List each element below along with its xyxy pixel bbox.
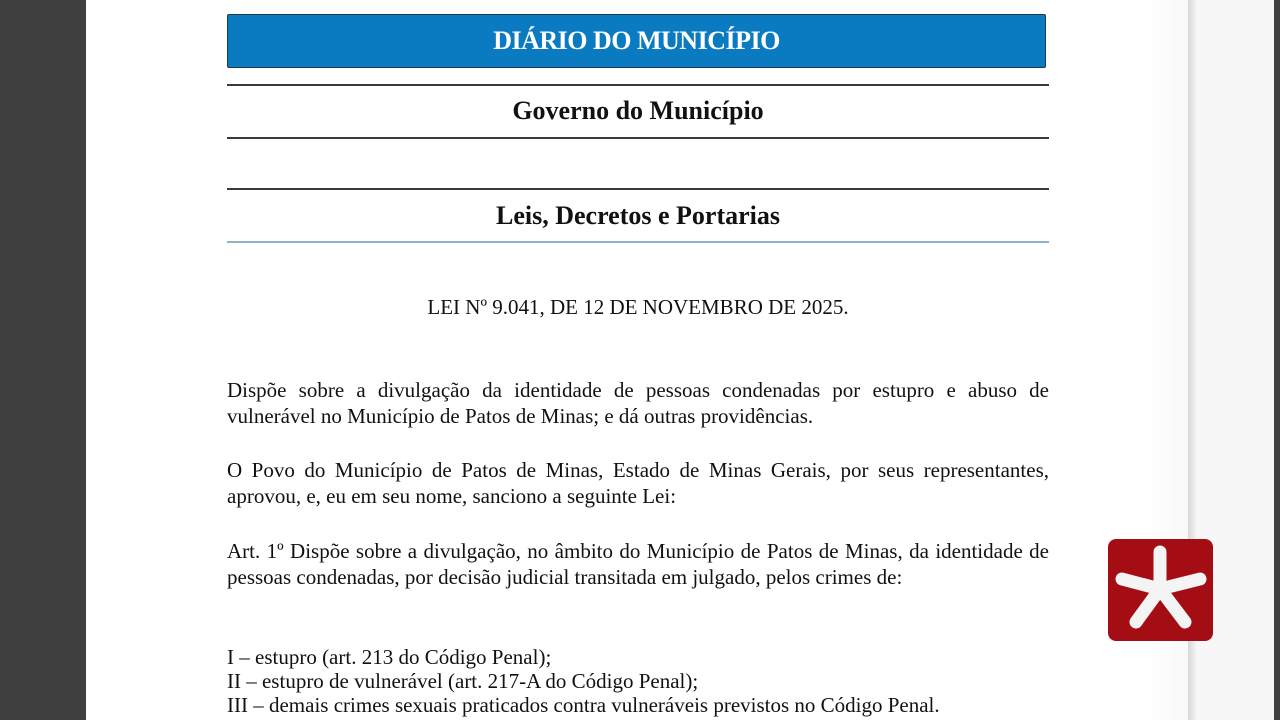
section-title-government: Governo do Município [512, 96, 764, 125]
list-item: I – estupro (art. 213 do Código Penal); [227, 645, 552, 669]
article-1-paragraph: Art. 1º Dispõe sobre a divulgação, no âmbito do Município de Patos de Minas, da identidade de pessoas condenadas, por decisão judicial transitada em julgado, pelos crimes de: [227, 539, 1049, 589]
list-item: III – demais crimes sexuais praticados contra vulneráveis previstos no Código Penal. [227, 693, 940, 717]
ementa-paragraph: Dispõe sobre a divulgação da identidade de pessoas condenadas por estupro e abuso de vulnerável no Município de Patos de Minas; e dá outras providências. [227, 378, 1049, 428]
divider [227, 137, 1049, 139]
gazette-banner [227, 14, 1046, 68]
law-title: LEI Nº 9.041, DE 12 DE NOVEMBRO DE 2025. [427, 295, 849, 319]
banner-title: DIÁRIO DO MUNICÍPIO [493, 26, 780, 55]
divider-blue [227, 241, 1049, 243]
preamble-paragraph: O Povo do Município de Patos de Minas, Estado de Minas Gerais, por seus representantes, aprovou, e, eu em seu nome, sanciono a seguinte Lei: [227, 458, 1049, 508]
section-title-laws: Leis, Decretos e Portarias [496, 201, 780, 230]
list-item: II – estupro de vulnerável (art. 217-A do Código Penal); [227, 669, 699, 693]
asterisk-icon [1108, 539, 1213, 641]
brand-logo [1108, 539, 1213, 641]
crime-list [227, 645, 1049, 717]
divider [227, 84, 1049, 86]
divider [227, 188, 1049, 190]
